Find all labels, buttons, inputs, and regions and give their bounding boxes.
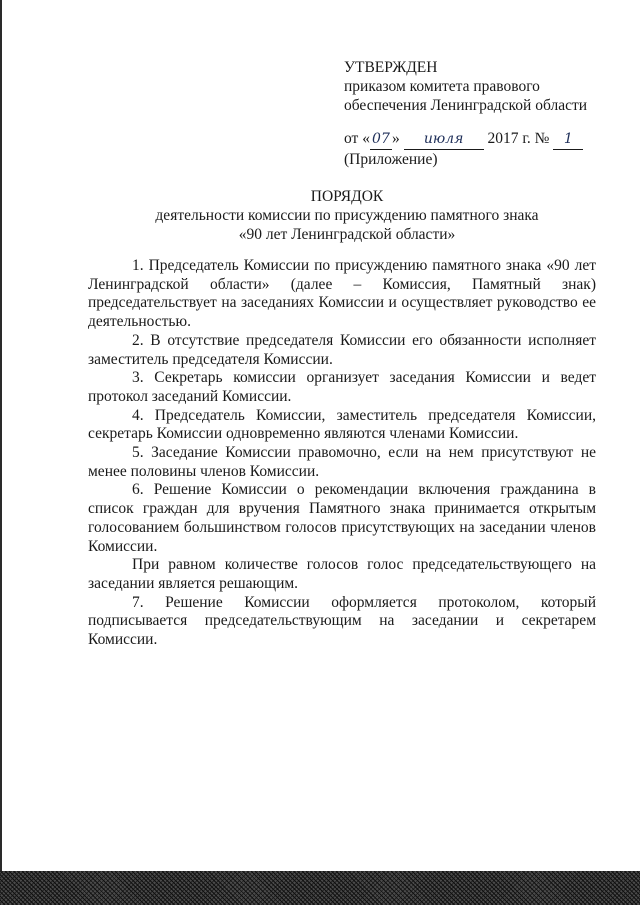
date-mid: » — [391, 130, 400, 147]
paragraph-6-note: При равном количестве голосов голос председательствующего на заседании является решающим. — [88, 556, 596, 592]
approval-line-1: приказом комитета правового — [344, 78, 540, 95]
handwritten-number: 1 — [553, 130, 583, 150]
date-prefix: от « — [344, 130, 370, 147]
approval-line-2: обеспечения Ленинградской области — [344, 97, 588, 114]
document-title: ПОРЯДОК — [310, 188, 384, 205]
handwritten-day: 07 — [370, 130, 392, 150]
handwritten-month: июля — [404, 130, 484, 150]
subtitle-line-2: «90 лет Ленинградской области» — [238, 226, 456, 243]
scan-noise-strip — [0, 871, 640, 905]
approval-heading: УТВЕРЖДЕН — [344, 59, 438, 76]
paragraph-7: 7. Решение Комиссии оформляется протоколом, который подписывается председательствующим на заседании и секретарем Комиссии. — [88, 593, 596, 649]
paragraph-1: 1. Председатель Комиссии по присуждению памятного знака «90 лет Ленинградской области» (далее – Комиссия, Памятный знак) председательствует на заседаниях Комиссии и осуществляет руководство ее деятельностью. — [88, 257, 596, 331]
document-subtitle — [60, 206, 634, 244]
date-year: 2017 г. № — [487, 130, 550, 147]
document-body — [88, 257, 596, 650]
appendix-label: (Приложение) — [344, 151, 438, 168]
approval-block — [344, 58, 614, 169]
paragraph-4: 4. Председатель Комиссии, заместитель председателя Комиссии, секретарь Комиссии одновременно являются членами Комиссии. — [88, 406, 596, 443]
paragraph-2: 2. В отсутствие председателя Комиссии его обязанности исполняет заместитель председателя Комиссии. — [88, 331, 596, 368]
scan-left-edge — [0, 0, 2, 872]
paragraph-3: 3. Секретарь комиссии организует заседания Комиссии и ведет протокол заседаний Комиссии. — [88, 369, 596, 405]
paragraph-5: 5. Заседание Комиссии правомочно, если на нем присутствуют не менее половины членов Комиссии. — [88, 444, 596, 480]
paragraph-6: 6. Решение Комиссии о рекомендации включения гражданина в список граждан для вручения Памятного знака принимается открытым голосованием большинством голосов присутствующих на заседании членов Комиссии. — [88, 481, 596, 555]
approval-date-line — [344, 129, 614, 150]
subtitle-line-1: деятельности комиссии по присуждению памятного знака — [155, 207, 539, 224]
